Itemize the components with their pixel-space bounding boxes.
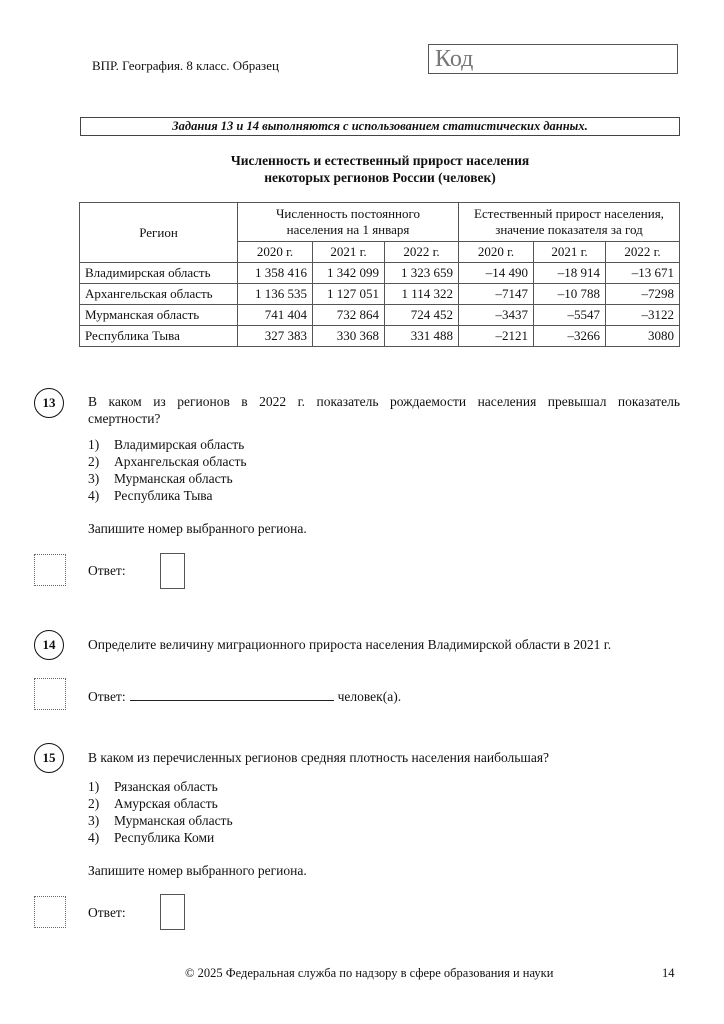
year-header: 2021 г. <box>534 242 606 263</box>
question-13-text <box>88 393 680 427</box>
header-population-line2: населения на 1 января <box>286 222 410 237</box>
option-label: Архангельская область <box>114 454 247 469</box>
header-natural-growth <box>459 203 680 242</box>
value-cell: –18 914 <box>534 263 606 284</box>
value-cell: 330 368 <box>313 326 385 347</box>
value-cell: 3080 <box>606 326 680 347</box>
question-15-instruction: Запишите номер выбранного региона. <box>88 863 307 878</box>
option-item <box>88 795 233 812</box>
value-cell: –14 490 <box>459 263 534 284</box>
score-box <box>34 554 66 586</box>
option-label: Рязанская область <box>114 779 218 794</box>
document-header-title: ВПР. География. 8 класс. Образец <box>92 58 279 73</box>
option-number: 2) <box>88 454 100 469</box>
header-population-line1: Численность постоянного <box>275 206 420 221</box>
value-cell: 331 488 <box>385 326 459 347</box>
table-title <box>80 152 680 186</box>
value-cell: 1 136 535 <box>238 284 313 305</box>
table-row <box>80 326 680 347</box>
answer-14-input[interactable] <box>130 686 334 701</box>
option-label: Республика Тыва <box>114 488 213 503</box>
option-item <box>88 436 247 453</box>
year-header: 2020 г. <box>459 242 534 263</box>
region-cell: Мурманская область <box>80 305 238 326</box>
question-number-badge: 14 <box>34 630 64 660</box>
option-number: 2) <box>88 796 100 811</box>
question-13-options <box>88 436 247 504</box>
question-15-text: В каком из перечисленных регионов средняя плотность населения наибольшая? <box>88 750 550 765</box>
footer-copyright: © 2025 Федеральная служба по надзору в сфере образования и науки <box>185 966 554 980</box>
answer-15-input[interactable] <box>160 894 185 930</box>
option-number: 1) <box>88 779 100 794</box>
question-number-badge: 15 <box>34 743 64 773</box>
answer-13-input[interactable] <box>160 553 185 589</box>
year-header: 2022 г. <box>606 242 680 263</box>
header-growth-line1: Естественный прирост населения, <box>474 206 664 221</box>
option-item <box>88 778 233 795</box>
table-title-line1: Численность и естественный прирост населения <box>230 153 530 168</box>
question-14-text: Определите величину миграционного прироста населения Владимирской области в 2021 г. <box>88 637 612 652</box>
option-label: Мурманская область <box>114 471 233 486</box>
value-cell: –7147 <box>459 284 534 305</box>
option-item <box>88 470 247 487</box>
score-box <box>34 896 66 928</box>
option-label: Республика Коми <box>114 830 215 845</box>
option-item <box>88 812 233 829</box>
value-cell: 1 127 051 <box>313 284 385 305</box>
header-growth-line2: значение показателя за год <box>495 222 643 237</box>
value-cell: 741 404 <box>238 305 313 326</box>
table-header-row <box>80 203 680 242</box>
value-cell: –5547 <box>534 305 606 326</box>
option-item <box>88 829 233 846</box>
region-cell: Архангельская область <box>80 284 238 305</box>
question-13-line2: смертности? <box>88 411 161 426</box>
value-cell: 1 358 416 <box>238 263 313 284</box>
table-row <box>80 263 680 284</box>
value-cell: 724 452 <box>385 305 459 326</box>
value-cell: –3437 <box>459 305 534 326</box>
answer-unit: человек(а). <box>337 689 402 704</box>
page-number: 14 <box>662 966 675 980</box>
option-item <box>88 453 247 470</box>
value-cell: –7298 <box>606 284 680 305</box>
option-number: 3) <box>88 813 100 828</box>
question-13-instruction: Запишите номер выбранного региона. <box>88 521 307 536</box>
value-cell: –3122 <box>606 305 680 326</box>
region-cell: Владимирская область <box>80 263 238 284</box>
year-header: 2022 г. <box>385 242 459 263</box>
value-cell: 1 114 322 <box>385 284 459 305</box>
option-label: Мурманская область <box>114 813 233 828</box>
option-number: 4) <box>88 488 100 503</box>
option-label: Владимирская область <box>114 437 245 452</box>
header-population <box>238 203 459 242</box>
value-cell: 732 864 <box>313 305 385 326</box>
tasks-banner: Задания 13 и 14 выполняются с использованием статистических данных. <box>80 117 680 136</box>
value-cell: 327 383 <box>238 326 313 347</box>
value-cell: 1 342 099 <box>313 263 385 284</box>
answer-14-row <box>88 686 401 705</box>
header-region: Регион <box>80 203 238 263</box>
option-number: 4) <box>88 830 100 845</box>
answer-label: Ответ: <box>88 905 126 920</box>
value-cell: –2121 <box>459 326 534 347</box>
score-box <box>34 678 66 710</box>
value-cell: –3266 <box>534 326 606 347</box>
value-cell: –10 788 <box>534 284 606 305</box>
option-number: 1) <box>88 437 100 452</box>
student-code-field[interactable]: Код <box>428 44 678 74</box>
option-label: Амурская область <box>114 796 218 811</box>
question-15-options <box>88 778 233 846</box>
year-header: 2020 г. <box>238 242 313 263</box>
table-row <box>80 284 680 305</box>
option-number: 3) <box>88 471 100 486</box>
population-table <box>79 202 680 347</box>
table-title-line2: некоторых регионов России (человек) <box>264 170 496 185</box>
table-row <box>80 305 680 326</box>
answer-label: Ответ: <box>88 563 126 578</box>
answer-label: Ответ: <box>88 689 126 704</box>
option-item <box>88 487 247 504</box>
question-13-line1: В каком из регионов в 2022 г. показатель рождаемости населения превышал показатель <box>88 394 680 409</box>
value-cell: –13 671 <box>606 263 680 284</box>
question-number-badge: 13 <box>34 388 64 418</box>
value-cell: 1 323 659 <box>385 263 459 284</box>
region-cell: Республика Тыва <box>80 326 238 347</box>
year-header: 2021 г. <box>313 242 385 263</box>
